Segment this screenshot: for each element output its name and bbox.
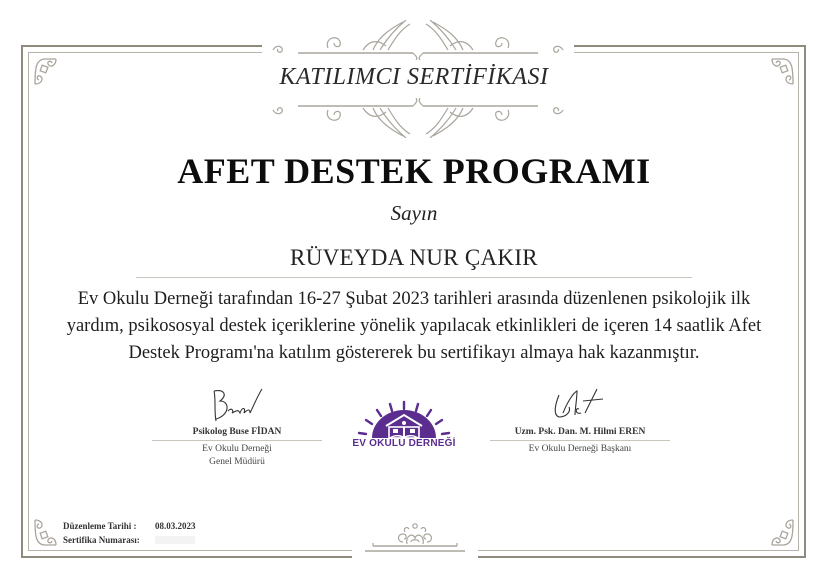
signature-icon [202,385,272,425]
logo-text: EV OKULU DERNEĞİ [352,438,456,449]
ev-okulu-dernegi-logo-icon [352,400,456,460]
certificate-type-label: KATILIMCI SERTİFİKASI [279,64,549,90]
certificate-body-text: Ev Okulu Derneği tarafından 16-27 Şubat 2023 tarihleri arasında düzenlenen psikolojik ilk yardım, psikososyal destek içeriklerine yönelik yapılacak etkinlikleri de içeren 14 saatlik Afet Destek Programı'na katılım göstererek bu sertifikayı almaya hak kazanmıştır. [66,289,762,363]
certificate-number-label: Sertifika Numarası: [63,535,140,545]
signatory-name: Uzm. Psk. Dan. M. Hilmi EREN [514,427,646,437]
signatory-name: Psikolog Buse FİDAN [192,427,282,437]
issue-date-row [63,519,196,533]
signature-line [152,440,322,441]
issue-date-label: Düzenleme Tarihi : [63,521,137,531]
top-ornament-icon [268,20,568,60]
signature-block-left [152,385,322,469]
certificate-number-value [155,536,195,544]
certificate-metadata [63,519,196,547]
signature-block-right [490,385,670,456]
corner-flourish-icon [766,518,796,548]
recipient-underline [136,277,692,278]
signature-line [490,440,670,441]
corner-flourish-icon [32,518,62,548]
certificate-number-row [63,533,196,547]
signature-icon [545,385,615,425]
title-underline-ornament-icon [268,98,568,138]
signatory-role: Ev Okulu Derneği Başkanı [528,444,632,454]
signatory-role: Genel Müdürü [209,457,265,467]
footer-ornament-icon [365,520,465,554]
recipient-name: RÜVEYDA NUR ÇAKIR [290,245,538,270]
salutation: Sayın [390,201,438,225]
signatory-role: Ev Okulu Derneği [202,444,272,454]
issue-date-value: 08.03.2023 [155,521,196,531]
program-title: AFET DESTEK PROGRAMI [177,151,651,191]
